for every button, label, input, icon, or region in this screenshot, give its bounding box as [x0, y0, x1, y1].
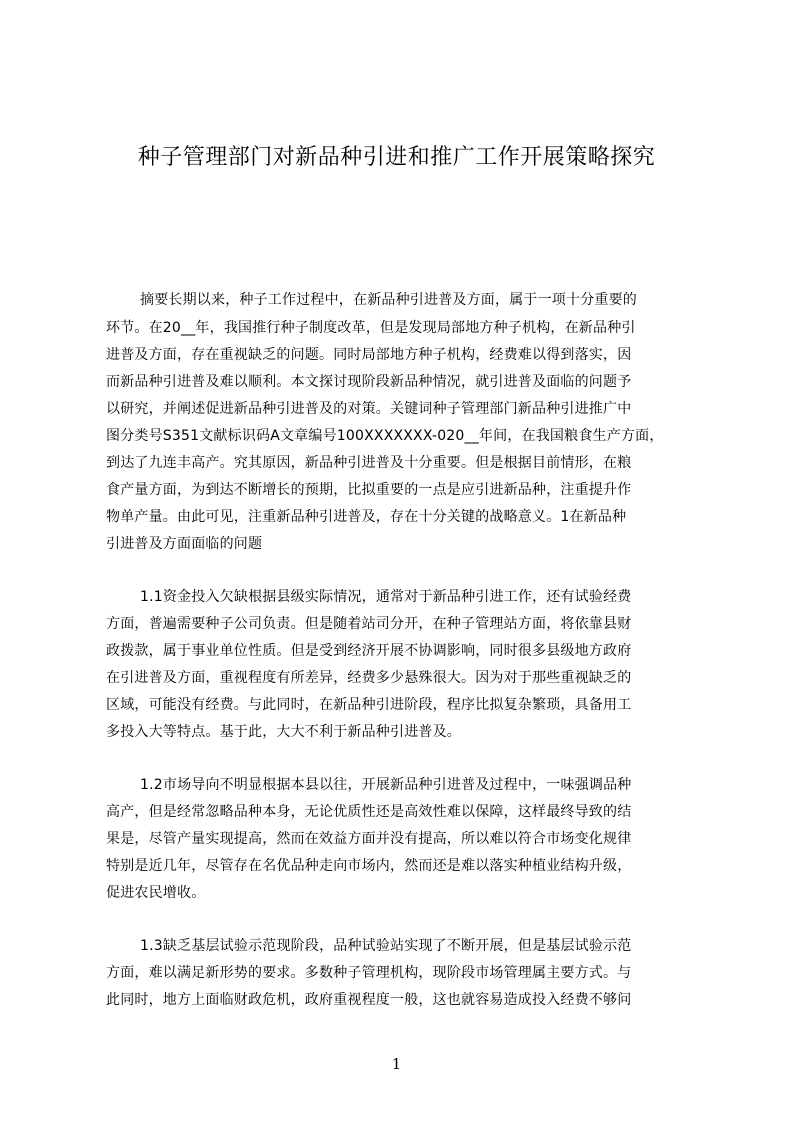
paragraph-3-line-3: 果是，尽管产量实现提高，然而在效益方面并没有提高，所以难以符合市场变化规律	[106, 831, 632, 847]
paragraph-1-line-2: 环节。在20__年，我国推行种子制度改革，但是发现局部地方种子机构，在新品种引	[106, 320, 636, 336]
paragraph-4-line-2: 方面，难以满足新形势的要求。多数种子管理机构，现阶段市场管理属主要方式。与	[106, 965, 632, 981]
paragraph-4-line-1: 1.3缺乏基层试验示范现阶段，品种试验站实现了不断开展，但是基层试验示范	[140, 938, 632, 954]
document-title: 种子管理部门对新品种引进和推广工作开展策略探究	[137, 145, 656, 170]
paragraph-2-line-6: 多投入大等特点。基于此，大大不利于新品种引进普及。	[106, 724, 461, 740]
paragraph-1-line-9: 物单产量。由此可见，注重新品种引进普及，存在十分关键的战略意义。1在新品种	[106, 509, 627, 525]
page-number: 1	[391, 1055, 402, 1073]
paragraph-3-line-5: 促进农民增收。	[106, 885, 206, 901]
paragraph-2-line-5: 区域，可能没有经费。与此同时，在新品种引进阶段，程序比拟复杂繁琐，具备用工	[106, 697, 632, 713]
paragraph-1-line-1: 摘要长期以来，种子工作过程中，在新品种引进普及方面，属于一项十分重要的	[140, 292, 637, 308]
paragraph-2-line-2: 方面，普遍需要种子公司负责。但是随着站司分开，在种子管理站方面，将依靠县财	[106, 616, 632, 632]
paragraph-2-line-3: 政拨款，属于事业单位性质。但是受到经济开展不协调影响，同时很多县级地方政府	[106, 643, 632, 659]
paragraph-3-line-1: 1.2市场导向不明显根据本县以往，开展新品种引进普及过程中，一味强调品种	[140, 777, 632, 793]
paragraph-2-line-1: 1.1资金投入欠缺根据县级实际情况，通常对于新品种引进工作，还有试验经费	[140, 589, 632, 605]
paragraph-1-line-7: 到达了九连丰高产。究其原因，新品种引进普及十分重要。但是根据目前情形，在粮	[106, 455, 632, 471]
paragraph-1-line-10: 引进普及方面面临的问题	[106, 536, 263, 552]
paragraph-1-line-3: 进普及方面，存在重视缺乏的问题。同时局部地方种子机构，经费难以得到落实，因	[106, 347, 632, 363]
paragraph-1-line-8: 食产量方面，为到达不断增长的预期，比拟重要的一点是应引进新品种，注重提升作	[106, 482, 632, 498]
paragraph-1-line-6: 图分类号S351文献标识码A文章编号100XXXXXXX-020__年间，在我国粮食生产方面，	[106, 428, 664, 444]
paragraph-3-line-4: 特别是近几年，尽管存在名优品种走向市场内，然而还是难以落实种植业结构升级，	[106, 858, 632, 874]
paragraph-1-line-4: 而新品种引进普及难以顺利。本文探讨现阶段新品种情况，就引进普及面临的问题予	[106, 374, 632, 390]
paragraph-3-line-2: 高产，但是经常忽略品种本身，无论优质性还是高效性难以保障，这样最终导致的结	[106, 804, 632, 820]
paragraph-1-line-5: 以研究，并阐述促进新品种引进普及的对策。关键词种子管理部门新品种引进推广中	[106, 401, 632, 417]
paragraph-2-line-4: 在引进普及方面，重视程度有所差异，经费多少悬殊很大。因为对于那些重视缺乏的	[106, 670, 632, 686]
paragraph-4-line-3: 此同时，地方上面临财政危机，政府重视程度一般，这也就容易造成投入经费不够问	[106, 992, 632, 1008]
